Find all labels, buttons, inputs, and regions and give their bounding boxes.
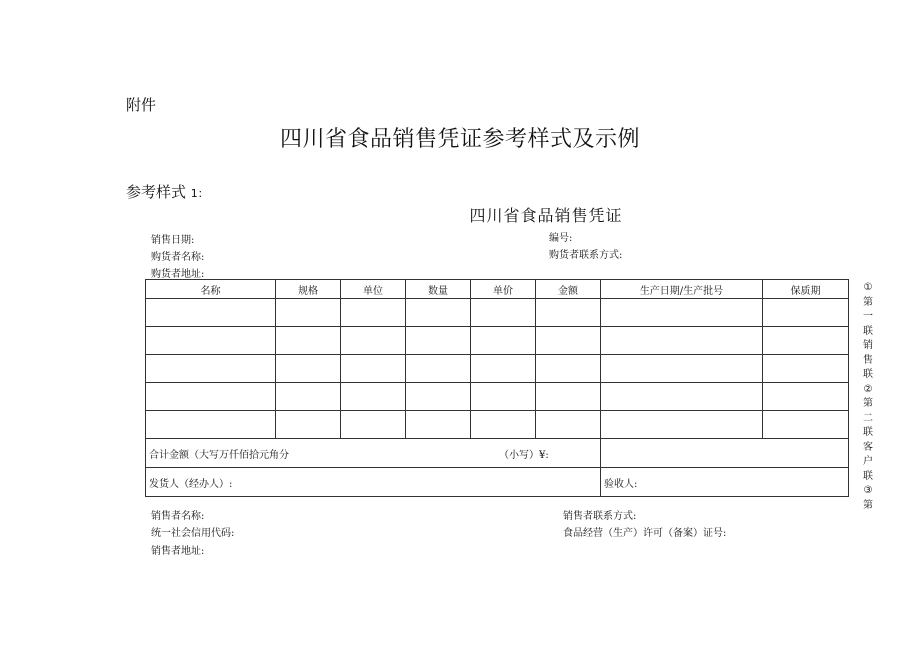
sign-row	[146, 468, 849, 497]
copy-side-notes	[858, 281, 878, 513]
table-cell	[601, 327, 763, 355]
table-cell	[763, 411, 849, 439]
side-note-char: 联	[863, 470, 873, 482]
total-cell	[146, 439, 601, 468]
table-cell	[536, 383, 601, 411]
table-cell	[471, 355, 536, 383]
table-cell	[146, 327, 276, 355]
col-header-production-date: 生产日期/生产批号	[601, 280, 763, 299]
table-cell	[276, 327, 341, 355]
serial-no-label: 编号:	[549, 233, 573, 244]
side-note-char: 销	[863, 340, 873, 351]
side-note-char: 户	[863, 456, 873, 467]
table-cell	[601, 299, 763, 327]
table-cell	[341, 355, 406, 383]
buyer-name-label: 购货者名称:	[151, 252, 205, 263]
table-cell	[536, 355, 601, 383]
table-cell	[341, 327, 406, 355]
sample-number: 1：	[190, 187, 209, 200]
total-label: 合计金额（大写万仟佰拾元角分	[149, 449, 289, 461]
sale-date-label: 销售日期:	[151, 235, 195, 246]
table-row	[146, 327, 849, 355]
table-cell	[601, 383, 763, 411]
total-cell-right	[601, 439, 849, 468]
shipper-label: 发货人（经办人）:	[149, 478, 233, 490]
voucher-title: 四川省食品销售凭证	[469, 206, 623, 225]
table-cell	[341, 299, 406, 327]
table-cell	[341, 383, 406, 411]
side-note-char: 联	[863, 325, 873, 337]
table-cell	[471, 383, 536, 411]
table-cell	[276, 355, 341, 383]
table-row	[146, 383, 849, 411]
table-cell	[406, 327, 471, 355]
table-cell	[763, 327, 849, 355]
table-cell	[471, 327, 536, 355]
side-note-char: ①	[863, 282, 873, 293]
table-cell	[146, 411, 276, 439]
table-cell	[536, 299, 601, 327]
table-cell	[536, 327, 601, 355]
side-note-char: ②	[863, 383, 873, 395]
col-header-amount: 金额	[536, 280, 601, 299]
attachment-label: 附件	[126, 96, 157, 114]
table-cell	[536, 411, 601, 439]
credit-code-label: 统一社会信用代码:	[151, 528, 235, 539]
col-header-shelf-life: 保质期	[763, 280, 849, 299]
col-header-quantity: 数量	[406, 280, 471, 299]
side-note-char: 联	[863, 427, 873, 438]
side-note-char: 客	[863, 441, 873, 453]
goods-table	[145, 279, 849, 497]
table-cell	[406, 383, 471, 411]
table-cell	[146, 383, 276, 411]
seller-contact-label: 销售者联系方式:	[563, 511, 637, 522]
license-no-label: 食品经营（生产）许可（备案）证号:	[563, 528, 727, 539]
sample-label	[126, 181, 209, 202]
table-row	[146, 299, 849, 327]
total-row	[146, 439, 849, 468]
sample-label-text: 参考样式	[126, 183, 187, 201]
table-cell	[601, 355, 763, 383]
side-note-char: 一	[863, 311, 873, 322]
seller-name-label: 销售者名称:	[151, 511, 205, 522]
receiver-label: 验收人:	[604, 478, 638, 490]
side-note-char: 第	[863, 296, 873, 308]
buyer-address-label: 购货者地址:	[151, 269, 205, 280]
side-note-char: 联	[863, 369, 873, 380]
seller-address-label: 销售者地址:	[151, 546, 205, 557]
table-cell	[763, 299, 849, 327]
side-note-char: ③	[863, 485, 873, 496]
table-cell	[406, 411, 471, 439]
table-cell	[763, 355, 849, 383]
col-header-unit: 单位	[341, 280, 406, 299]
table-row	[146, 411, 849, 439]
table-cell	[763, 383, 849, 411]
table-cell	[341, 411, 406, 439]
side-note-char: 二	[863, 412, 873, 424]
table-cell	[146, 355, 276, 383]
shipper-cell	[146, 468, 601, 497]
main-title: 四川省食品销售凭证参考样式及示例	[279, 127, 640, 152]
table-cell	[471, 411, 536, 439]
col-header-spec: 规格	[276, 280, 341, 299]
side-note-char: 第	[863, 398, 873, 409]
buyer-contact-label: 购货者联系方式:	[549, 250, 623, 261]
table-cell	[146, 299, 276, 327]
table-cell	[406, 299, 471, 327]
col-header-price: 单价	[471, 280, 536, 299]
table-cell	[471, 299, 536, 327]
table-cell	[276, 383, 341, 411]
side-note-char: 售	[863, 354, 873, 366]
table-cell	[406, 355, 471, 383]
table-cell	[601, 411, 763, 439]
table-row	[146, 355, 849, 383]
side-note-char: 第	[863, 499, 873, 511]
table-cell	[276, 411, 341, 439]
table-cell	[276, 299, 341, 327]
receiver-cell	[601, 468, 849, 497]
col-header-name: 名称	[146, 280, 276, 299]
small-amount-label: （小写）¥:	[499, 449, 549, 461]
